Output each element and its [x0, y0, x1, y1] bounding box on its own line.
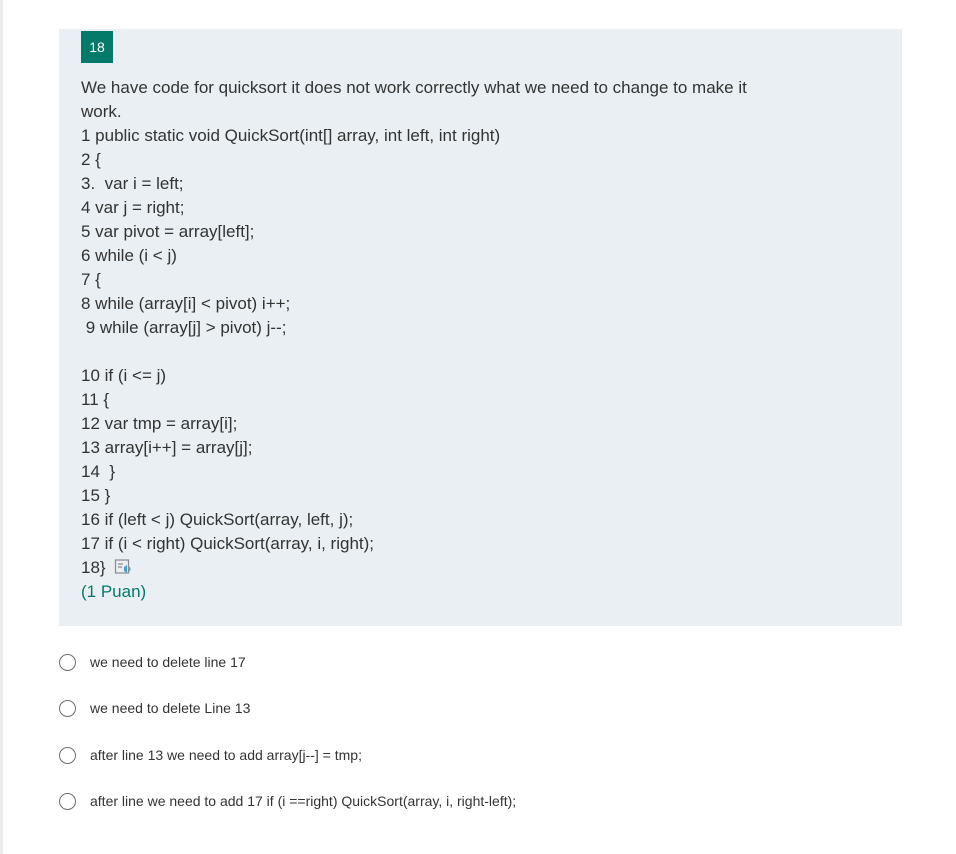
code-line: 13 array[i++] = array[j];: [81, 438, 253, 457]
code-line: 16 if (left < j) QuickSort(array, left, j);: [81, 510, 354, 529]
code-line: 14 }: [81, 462, 116, 481]
answer-option[interactable]: [59, 647, 246, 677]
code-line: 3. var i = left;: [81, 174, 184, 193]
immersive-reader-icon[interactable]: [114, 558, 134, 576]
answer-option-label: after line 13 we need to add array[j--] = tmp;: [90, 747, 362, 763]
left-divider: [0, 0, 3, 854]
prompt-line: We have code for quicksort it does not work correctly what we need to change to make it: [81, 78, 747, 97]
code-line: 10 if (i <= j): [81, 366, 167, 385]
code-line: 12 var tmp = array[i];: [81, 414, 238, 433]
code-line: 6 while (i < j): [81, 246, 177, 265]
question-text: [81, 76, 871, 604]
answer-option[interactable]: [59, 740, 362, 770]
answer-option-label: after line we need to add 17 if (i ==right) QuickSort(array, i, right-left);: [90, 793, 517, 809]
answer-option[interactable]: [59, 693, 250, 723]
prompt-line: work.: [81, 102, 122, 121]
points-label: (1 Puan): [81, 582, 147, 601]
radio-button[interactable]: [59, 700, 76, 717]
code-line-last: [81, 556, 871, 580]
answer-option-label: we need to delete line 17: [90, 654, 246, 670]
code-line-text: 18}: [81, 558, 111, 577]
code-line: 5 var pivot = array[left];: [81, 222, 255, 241]
code-line: 1 public static void QuickSort(int[] array, int left, int right): [81, 126, 501, 145]
code-line: 17 if (i < right) QuickSort(array, i, right);: [81, 534, 375, 553]
answer-option[interactable]: [59, 786, 516, 816]
code-line: 15 }: [81, 486, 111, 505]
question-number-badge: 18: [81, 31, 113, 63]
radio-button[interactable]: [59, 747, 76, 764]
answer-option-label: we need to delete Line 13: [90, 700, 251, 716]
blank-line: [81, 340, 871, 364]
question-card: [59, 29, 902, 626]
radio-button[interactable]: [59, 654, 76, 671]
code-line: 9 while (array[j] > pivot) j--;: [81, 318, 287, 337]
code-line: 4 var j = right;: [81, 198, 185, 217]
code-line: 7 {: [81, 270, 101, 289]
code-line: 8 while (array[i] < pivot) i++;: [81, 294, 291, 313]
code-line: 2 {: [81, 150, 101, 169]
code-line: 11 {: [81, 390, 110, 409]
radio-button[interactable]: [59, 793, 76, 810]
